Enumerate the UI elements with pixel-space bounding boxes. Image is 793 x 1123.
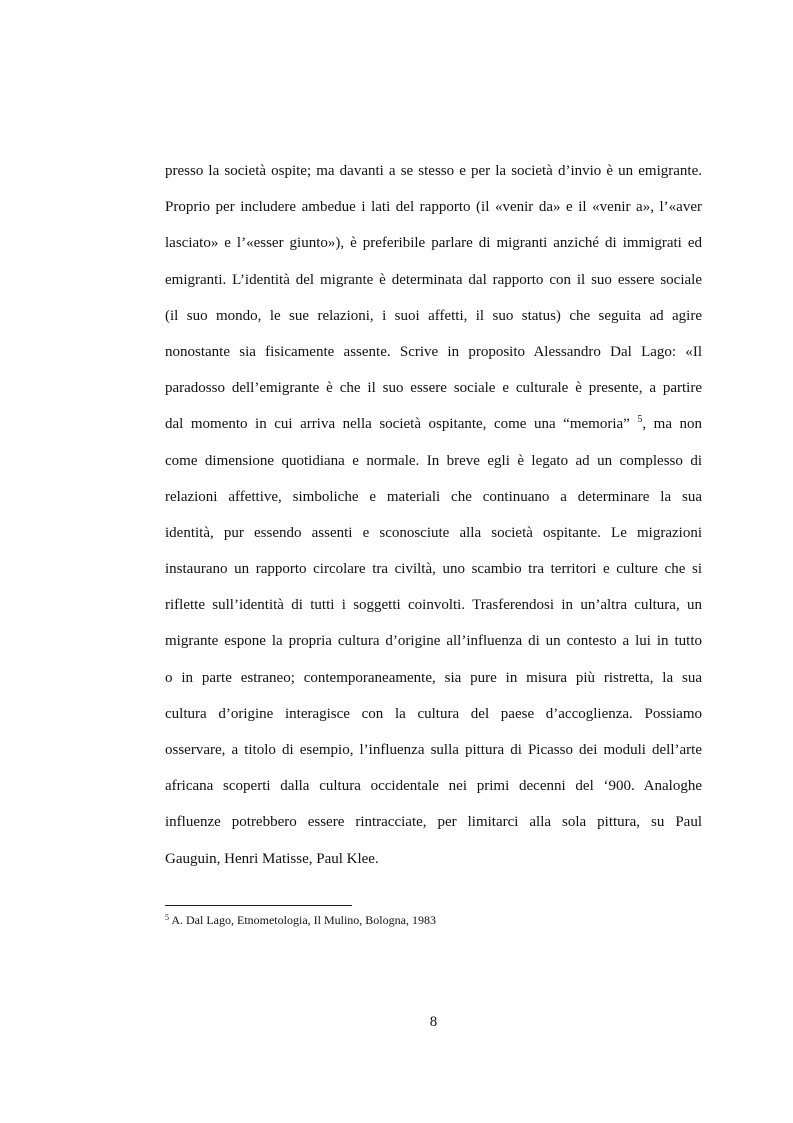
text-line-part: , ma non [642, 416, 703, 433]
text-line: paradosso dell’emigrante è che il suo essere sociale e culturale è presente, a partire [165, 380, 702, 397]
text-line-part: dal momento in cui arriva nella società ospitante, come una “memoria” [165, 416, 630, 433]
text-line: africana scoperti dalla cultura occidentale nei primi decenni del ‘900. Analoghe [165, 778, 702, 795]
text-line: relazioni affettive, simboliche e materiali che continuano a determinare la sua [165, 488, 702, 505]
text-line: lasciato» e l’«esser giunto»), è preferibile parlare di migranti anziché di immigrati ed [165, 235, 702, 252]
text-line: instaurano un rapporto circolare tra civiltà, uno scambio tra territori e culture che si [165, 561, 702, 578]
text-line-with-footnote-ref [165, 406, 702, 442]
footnote-divider [165, 905, 352, 906]
footnote [165, 912, 436, 928]
text-line: cultura d’origine interagisce con la cultura del paese d’accoglienza. Possiamo [165, 705, 702, 722]
text-line: Proprio per includere ambedue i lati del rapporto (il «venir da» e il «venir a», l’«aver [165, 199, 702, 216]
text-line: Gauguin, Henri Matisse, Paul Klee. [165, 850, 379, 867]
text-line: osservare, a titolo di esempio, l’influenza sulla pittura di Picasso dei moduli dell’arte [165, 742, 702, 758]
text-line: o in parte estraneo; contemporaneamente, sia pure in misura più ristretta, la sua [165, 669, 702, 686]
text-line: nonostante sia fisicamente assente. Scrive in proposito Alessandro Dal Lago: «Il [165, 343, 702, 360]
footnote-number: 5 [165, 913, 169, 922]
text-line: emigranti. L’identità del migrante è determinata dal rapporto con il suo essere sociale [165, 271, 702, 288]
body-text [165, 153, 702, 877]
text-line: come dimensione quotidiana e normale. In breve egli è legato ad un complesso di [165, 452, 702, 469]
footnote-reference[interactable]: 5 [637, 414, 643, 426]
text-line: riflette sull’identità di tutti i soggetti coinvolti. Trasferendosi in un’altra cultura, un [165, 597, 702, 614]
text-line: (il suo mondo, le sue relazioni, i suoi affetti, il suo status) che seguita ad agire [165, 307, 702, 324]
text-line: influenze potrebbero essere rintracciate, per limitarci alla sola pittura, su Paul [165, 814, 702, 831]
text-line: presso la società ospite; ma davanti a se stesso e per la società d’invio è un emigrante. [165, 163, 702, 179]
text-line: identità, pur essendo assenti e sconosciute alla società ospitante. Le migrazioni [165, 524, 702, 541]
text-line: migrante espone la propria cultura d’origine all’influenza di un contesto a lui in tutto [165, 633, 702, 650]
footnote-text: A. Dal Lago, Etnometologia, Il Mulino, Bologna, 1983 [169, 913, 436, 927]
page-number: 8 [429, 1014, 438, 1030]
